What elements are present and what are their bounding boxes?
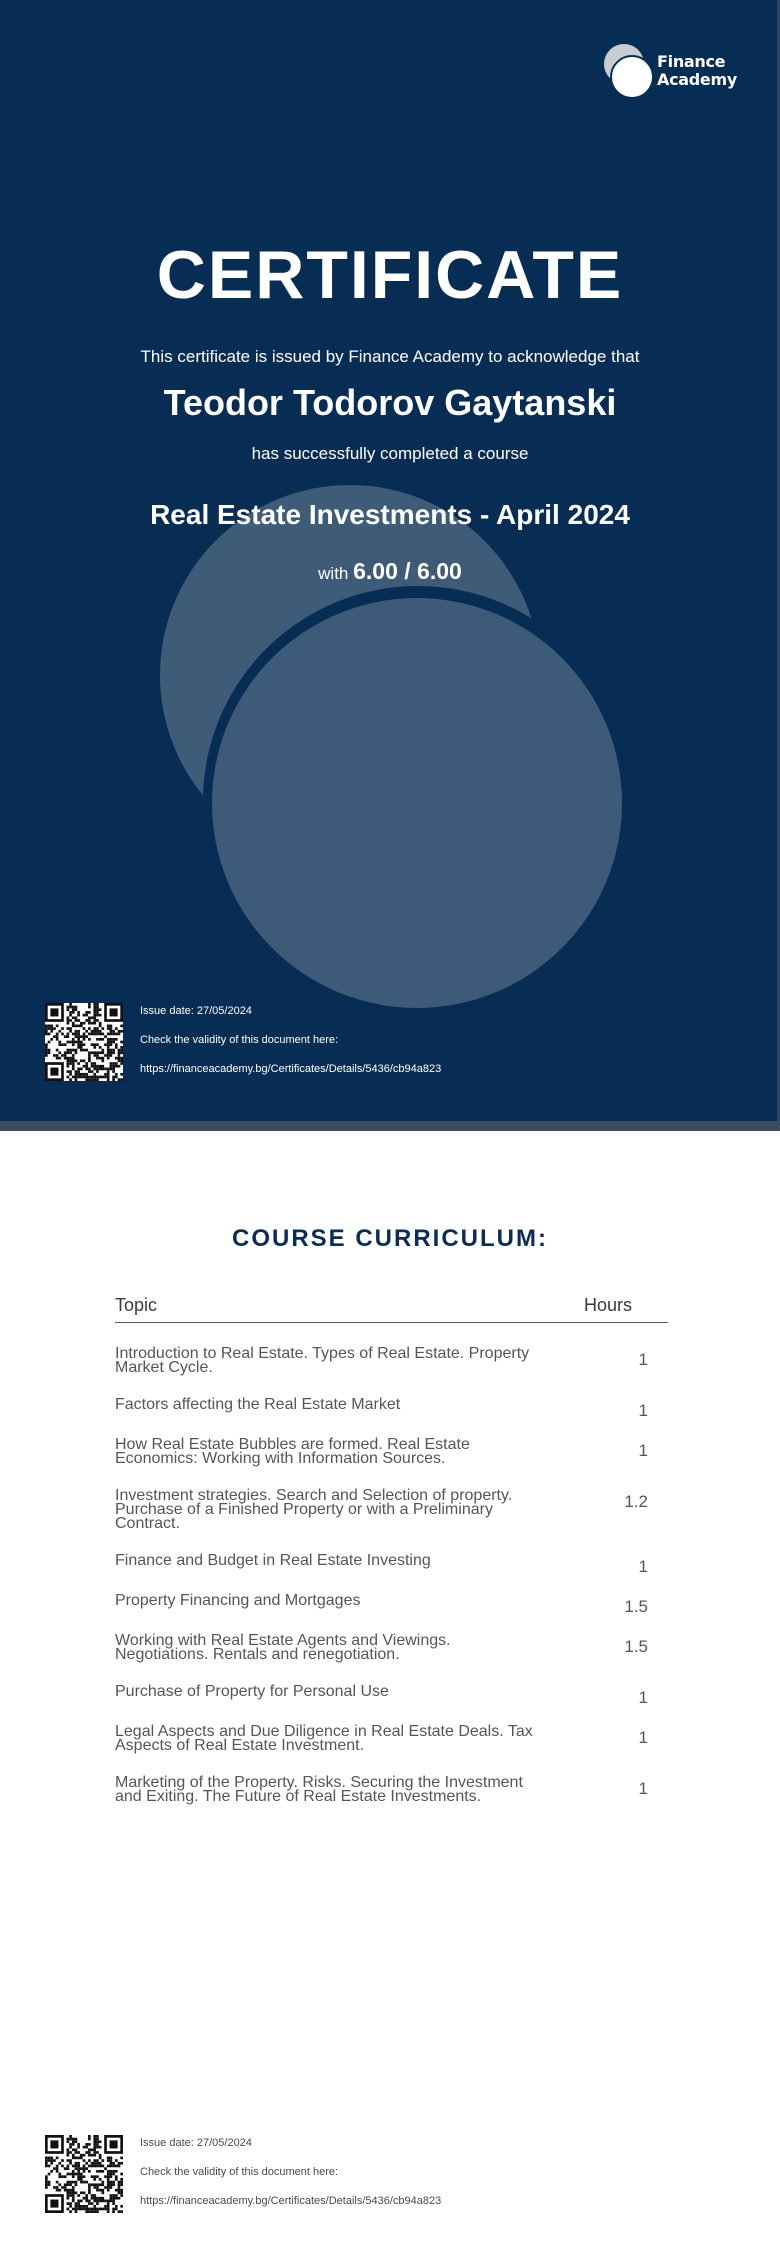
page-separator [0, 1121, 780, 1131]
row-hours: 1 [638, 1401, 648, 1420]
curriculum-title: COURSE CURRICULUM: [232, 1225, 548, 1252]
grade-line [0, 556, 780, 589]
certificate-title: CERTIFICATE [156, 237, 624, 313]
row-topic: Introduction to Real Estate. Types of Real Estate. Property Market Cycle. [115, 1345, 530, 1376]
row-hours: 1.2 [624, 1492, 648, 1511]
validity-url-link[interactable]: https://financeacademy.bg/Certificates/Details/5436/cb94a823 [140, 1063, 442, 1075]
row-hours: 1.5 [624, 1637, 648, 1656]
qr-code[interactable] [45, 1003, 123, 1081]
row-topic: Purchase of Property for Personal Use [115, 1683, 389, 1700]
validity-text: Check the validity of this document here: [140, 2166, 339, 2178]
logo-text-line2: Academy [657, 70, 737, 89]
course-name: Real Estate Investments - April 2024 [150, 499, 630, 530]
row-topic: Working with Real Estate Agents and Viewings. Negotiations. Rentals and renegotiation. [115, 1632, 451, 1663]
issue-date: Issue date: 27/05/2024 [140, 1005, 252, 1017]
row-hours: 1 [638, 1779, 648, 1798]
row-hours: 1 [638, 1441, 648, 1460]
header-topic: Topic [115, 1295, 158, 1315]
certificate-page [0, 0, 780, 1123]
curriculum-table-header [115, 1291, 668, 1323]
grade-score: 6.00 / 6.00 [353, 558, 462, 584]
issue-date: Issue date: 27/05/2024 [140, 2137, 252, 2149]
row-hours: 1 [638, 1557, 648, 1576]
finance-academy-logo [602, 44, 742, 102]
row-hours: 1 [638, 1350, 648, 1369]
row-hours: 1 [638, 1728, 648, 1747]
row-topic: How Real Estate Bubbles are formed. Real Estate Economics: Working with Information Sources. [115, 1436, 470, 1467]
logo-text-line1: Finance [657, 52, 726, 71]
grade-prefix: with [318, 564, 349, 583]
recipient-name: Teodor Todorov Gaytanski [163, 382, 617, 423]
logo-mark-icon [602, 44, 662, 102]
completed-statement: has successfully completed a course [251, 444, 529, 463]
row-topic: Legal Aspects and Due Diligence in Real Estate Deals. Tax Aspects of Real Estate Investment. [115, 1723, 533, 1754]
row-topic: Property Financing and Mortgages [115, 1592, 361, 1609]
qr-code[interactable] [45, 2135, 123, 2213]
row-topic: Marketing of the Property. Risks. Securing the Investment and Exiting. The Future of Real Estate Investments. [115, 1774, 523, 1805]
row-hours: 1.5 [624, 1597, 648, 1616]
row-topic: Finance and Budget in Real Estate Investing [115, 1552, 431, 1569]
curriculum-page [0, 1131, 780, 2254]
row-topic: Investment strategies. Search and Selection of property. Purchase of a Finished Property or with a Preliminary Contract. [115, 1487, 513, 1532]
issued-statement: This certificate is issued by Finance Academy to acknowledge that [140, 347, 640, 366]
header-hours: Hours [583, 1295, 632, 1315]
row-hours: 1 [638, 1688, 648, 1707]
validity-text: Check the validity of this document here: [140, 1034, 339, 1046]
decorative-circle-front [212, 598, 622, 1008]
row-topic: Factors affecting the Real Estate Market [115, 1396, 401, 1413]
logo-text [657, 53, 737, 89]
validity-url-link[interactable]: https://financeacademy.bg/Certificates/Details/5436/cb94a823 [140, 2195, 442, 2207]
